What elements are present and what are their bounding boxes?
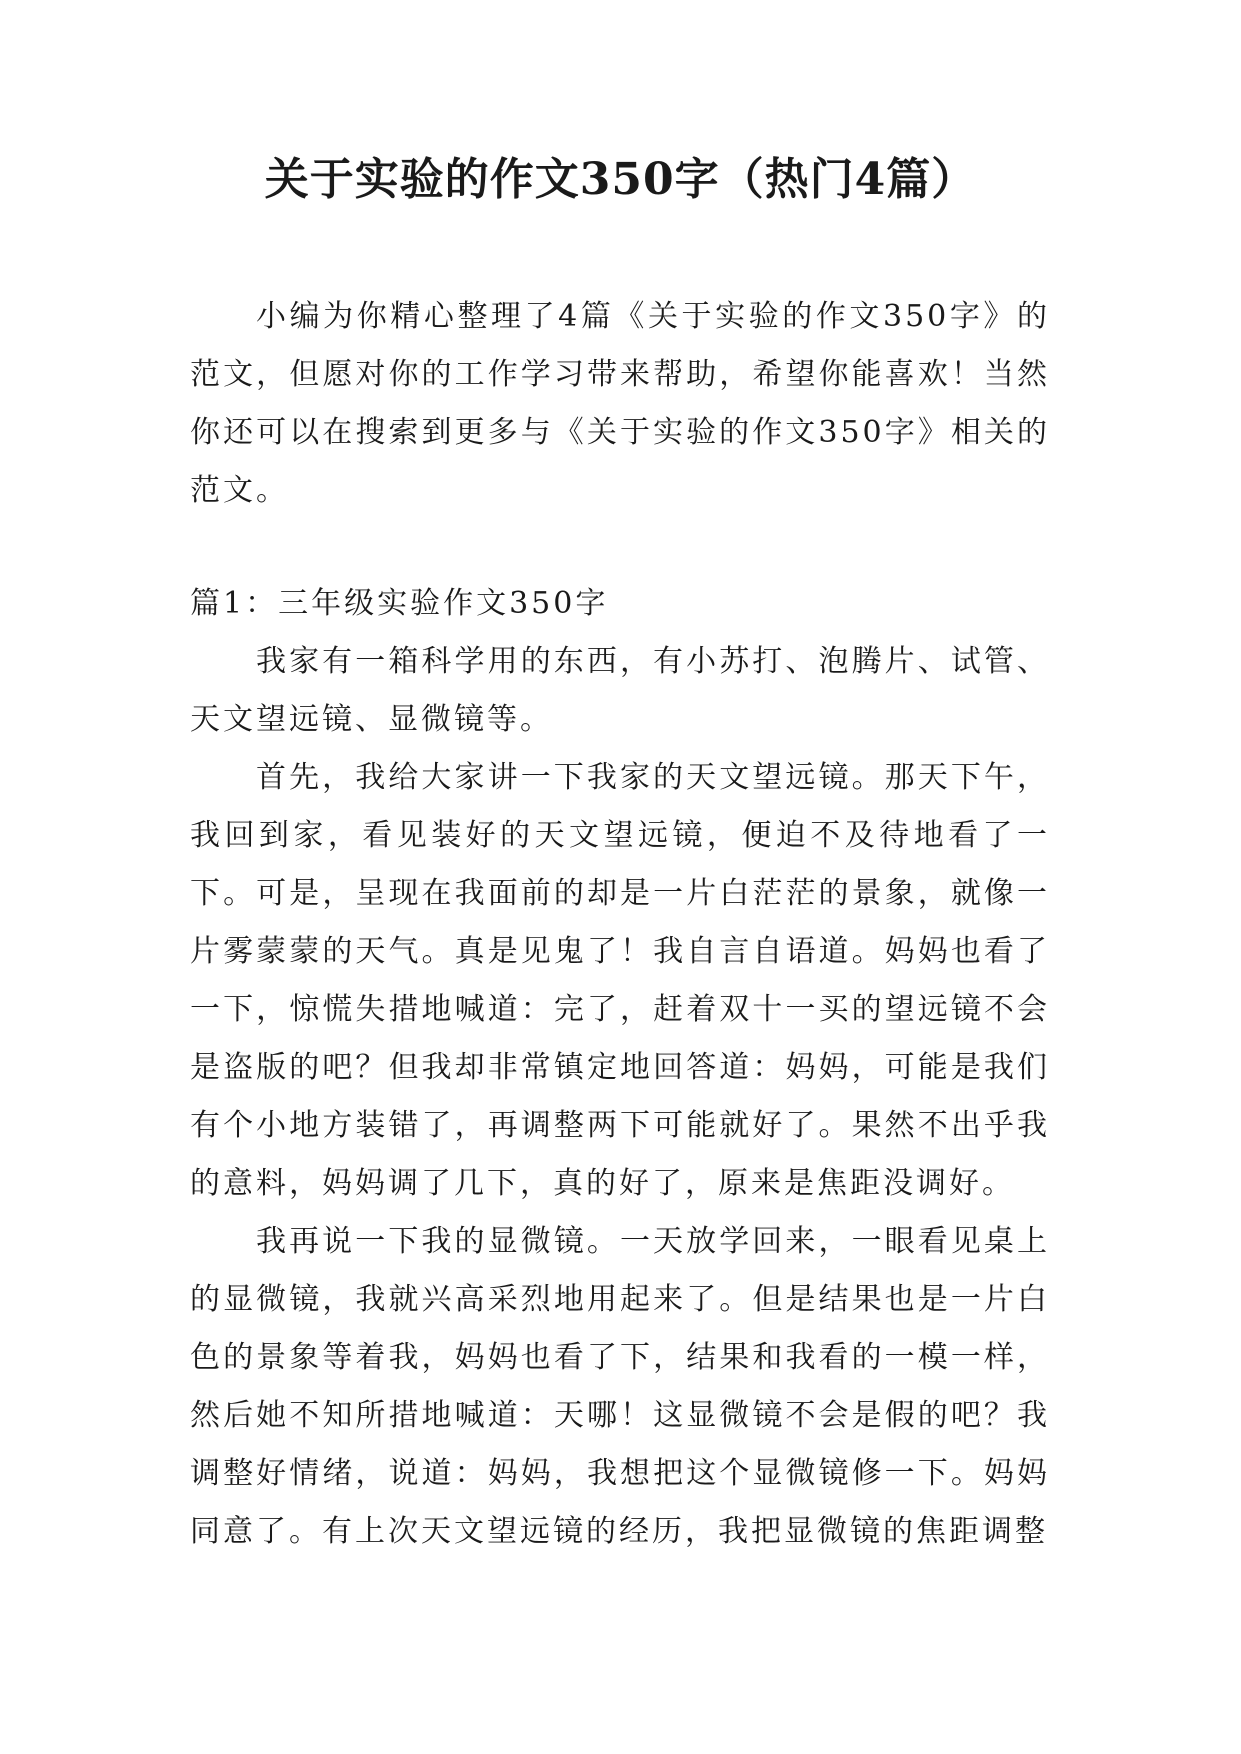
intro-paragraph: 小编为你精心整理了4篇《关于实验的作文350字》的范文，但愿对你的工作学习带来帮助，希望你能喜欢！当然你还可以在搜索到更多与《关于实验的作文350字》相关的范文。 bbox=[190, 299, 1050, 508]
body-paragraph: 首先，我给大家讲一下我家的天文望远镜。那天下午，我回到家，看见装好的天文望远镜，便迫不及待地看了一下。可是，呈现在我面前的却是一片白茫茫的景象，就像一片雾蒙蒙的天气。真是见鬼了！我自言自语道。妈妈也看了一下，惊慌失措地喊道：完了，赶着双十一买的望远镜不会是盗版的吧？但我却非常镇定地回答道：妈妈，可能是我们有个小地方装错了，再调整两下可能就好了。果然不出乎我的意料，妈妈调了几下，真的好了，原来是焦距没调好。 bbox=[190, 760, 1050, 1201]
document-title: 关于实验的作文350字（热门4篇） bbox=[264, 154, 977, 205]
body-paragraph: 我再说一下我的显微镜。一天放学回来，一眼看见桌上的显微镜，我就兴高采烈地用起来了。但是结果也是一片白色的景象等着我，妈妈也看了下，结果和我看的一模一样，然后她不知所措地喊道：天哪！这显微镜不会是假的吧？我调整好情绪，说道：妈妈，我想把这个显微镜修一下。妈妈同意了。有上次天文望远镜的经历，我把显微镜的焦距调整 bbox=[190, 1224, 1050, 1549]
body-paragraph: 我家有一箱科学用的东西，有小苏打、泡腾片、试管、天文望远镜、显微镜等。 bbox=[190, 644, 1050, 737]
section-heading: 篇1：三年级实验作文350字 bbox=[190, 586, 609, 621]
